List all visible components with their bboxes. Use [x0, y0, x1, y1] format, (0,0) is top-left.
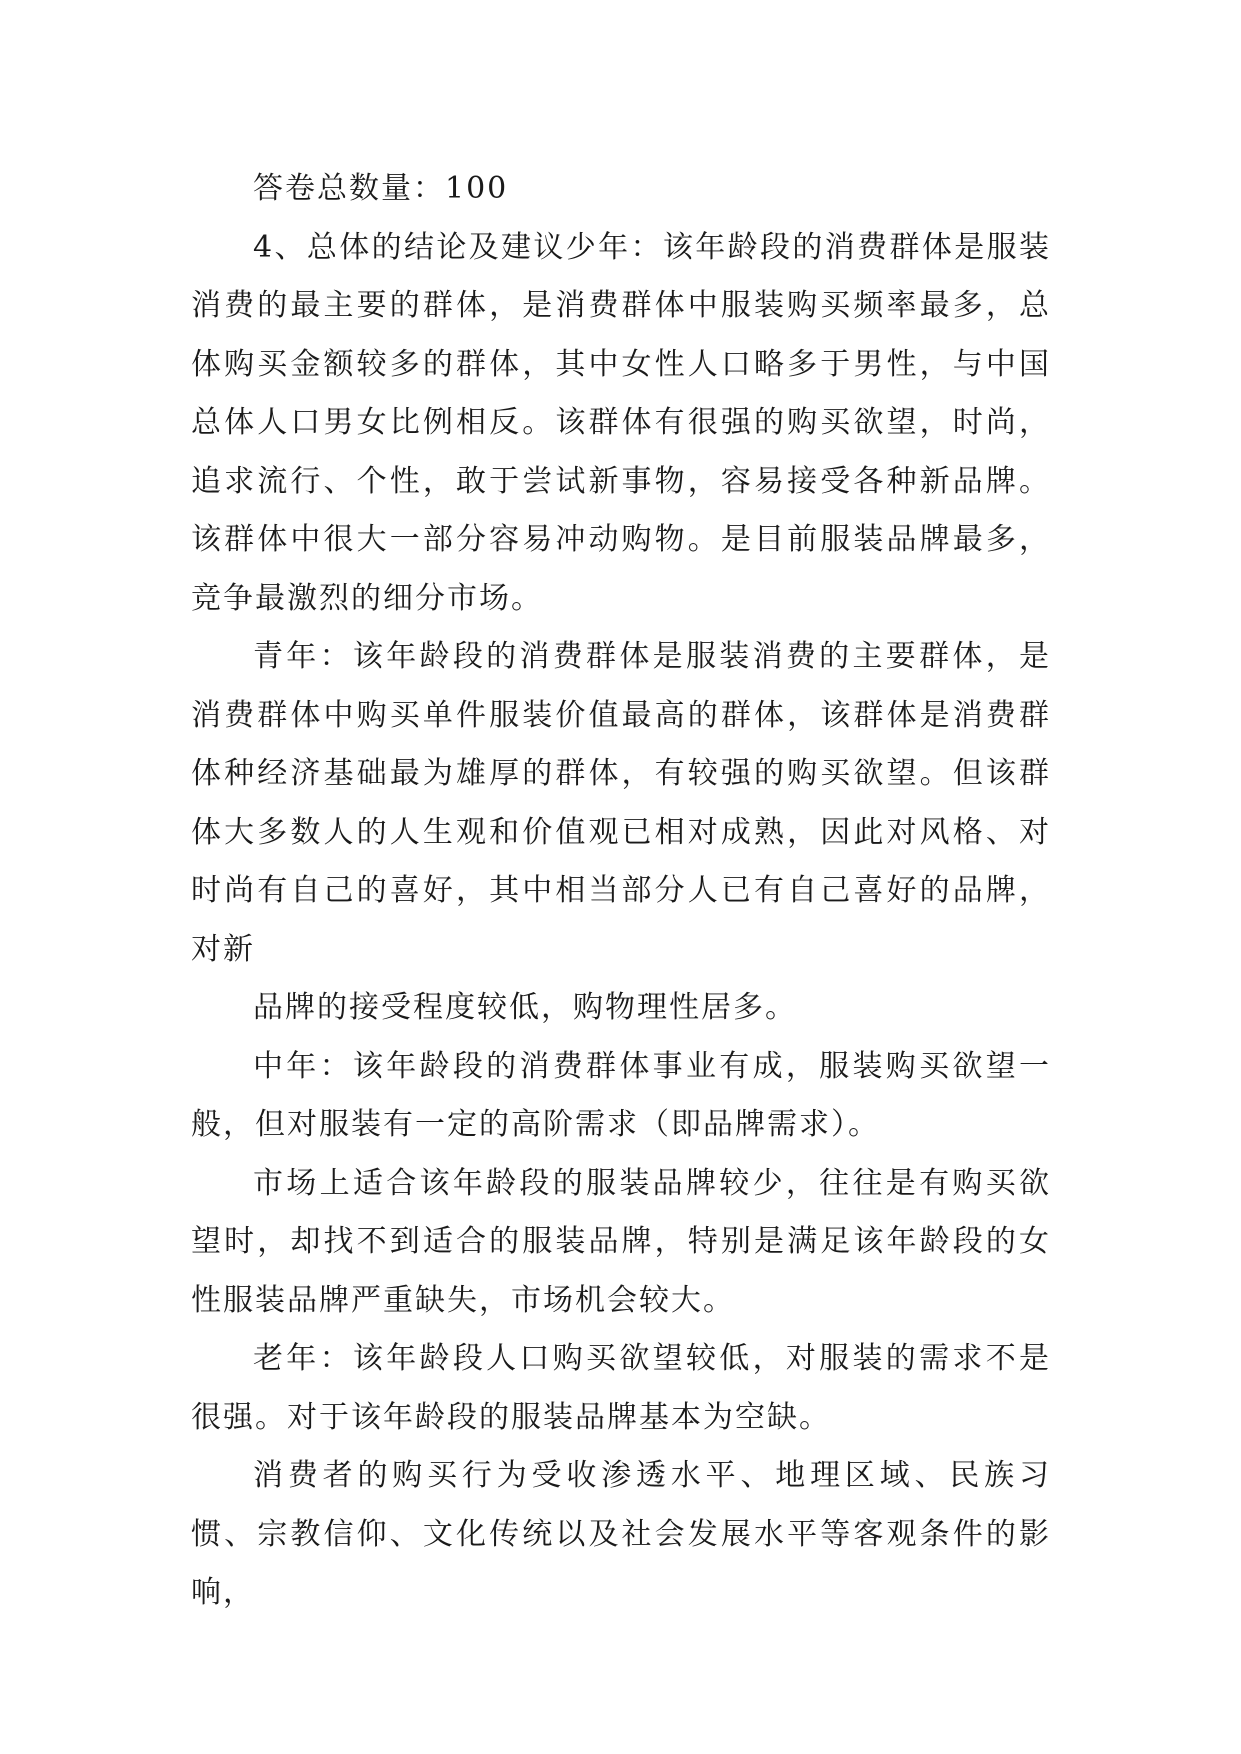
paragraph-market-opportunity: 市场上适合该年龄段的服装品牌较少，往往是有购买欲望时，却找不到适合的服装品牌，特别是满足该年龄段的女性服装品牌严重缺失，市场机会较大。: [191, 1165, 1051, 1318]
paragraph-survey-count: 答卷总数量：100: [253, 171, 509, 206]
paragraph-elderly: 老年：该年龄段人口购买欲望较低，对服装的需求不是很强。对于该年龄段的服装品牌基本为空缺。: [191, 1341, 1051, 1435]
document-body: [191, 160, 1051, 1623]
paragraph-conclusion-youth: 4、总体的结论及建议少年：该年龄段的消费群体是服装消费的最主要的群体，是消费群体中服装购买频率最多，总体购买金额较多的群体，其中女性人口略多于男性，与中国总体人口男女比例相反。该群体有很强的购买欲望，时尚，追求流行、个性，敢于尝试新事物，容易接受各种新品牌。该群体中很大一部分容易冲动购物。是目前服装品牌最多，竞争最激烈的细分市场。: [191, 229, 1051, 616]
paragraph-young-adults: 青年：该年龄段的消费群体是服装消费的主要群体，是消费群体中购买单件服装价值最高的群体，该群体是消费群体种经济基础最为雄厚的群体，有较强的购买欲望。但该群体大多数人的人生观和价值观已相对成熟，因此对风格、对时尚有自己的喜好，其中相当部分人已有自己喜好的品牌，对新: [191, 639, 1051, 967]
paragraph-consumer-behavior: 消费者的购买行为受收渗透水平、地理区域、民族习惯、宗教信仰、文化传统以及社会发展水平等客观条件的影响，: [191, 1458, 1051, 1610]
paragraph-brand-acceptance: 品牌的接受程度较低，购物理性居多。: [253, 990, 797, 1025]
paragraph-middle-age: 中年：该年龄段的消费群体事业有成，服装购买欲望一般，但对服装有一定的高阶需求（即品牌需求）。: [191, 1048, 1051, 1142]
